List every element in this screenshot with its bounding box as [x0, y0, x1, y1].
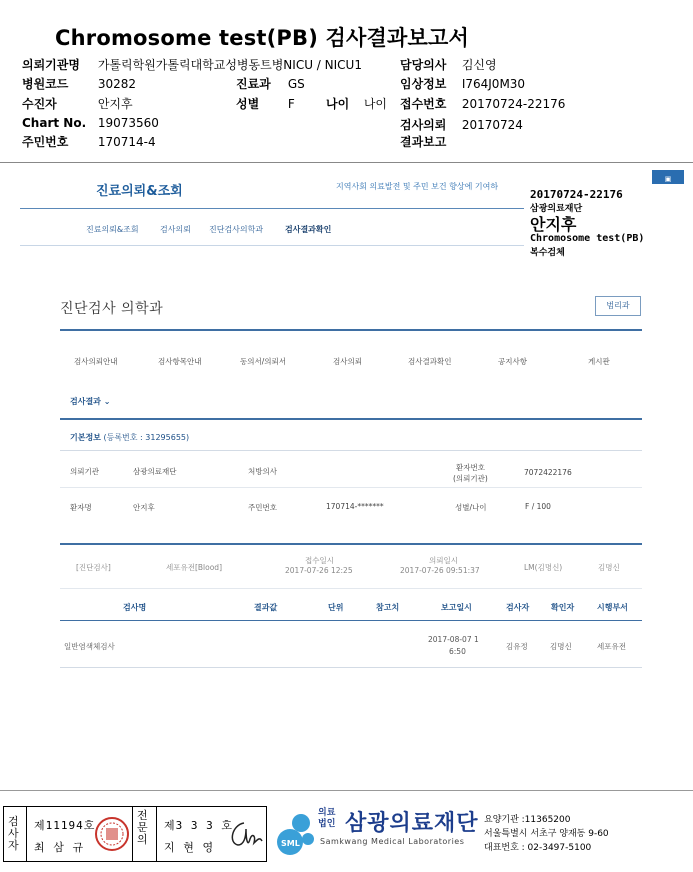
- age-value: 나이: [363, 97, 388, 111]
- row-tester: 김유정: [506, 642, 528, 651]
- sticker-name: 안지후: [530, 215, 577, 234]
- patient-value: 안지후: [97, 97, 133, 111]
- row-dept: 세포유전: [597, 642, 626, 651]
- top-divider: [20, 208, 525, 209]
- org-address: 서울특별시 서초구 양재동 9-60: [484, 829, 609, 839]
- summary-category: [진단검사]: [76, 563, 111, 572]
- table-divider-bottom: [60, 667, 642, 668]
- info-org-value: 삼광의료재단: [133, 467, 177, 476]
- sex-row: [236, 95, 295, 112]
- specialist-name: 지 현 영: [164, 841, 215, 854]
- section-title: 진단검사 의학과: [60, 301, 164, 317]
- result-label: 결과보고: [400, 135, 447, 149]
- basic-info-heading: [70, 432, 189, 443]
- receipt-value: 20170724-22176: [461, 97, 566, 111]
- receipt-label: 접수번호: [400, 97, 447, 111]
- request-date-value: 20170724: [461, 118, 523, 132]
- row-reported-2: 6:50: [449, 647, 466, 656]
- chart-label: Chart No.: [22, 116, 87, 130]
- tester-name: 최 삼 규: [34, 841, 85, 854]
- clinical-label: 임상정보: [400, 77, 447, 91]
- tab-result-check[interactable]: 검사결과확인: [285, 225, 332, 234]
- age-label: 나이: [326, 97, 350, 111]
- info-name-value: 안지후: [133, 503, 155, 512]
- row-reported-1: 2017-08-07 1: [428, 635, 479, 644]
- site-slogan: 지역사회 의료발전 및 주민 보건 향상에 기여하: [336, 182, 499, 191]
- col-result: 결과값: [254, 603, 278, 612]
- patient-row: [22, 95, 133, 112]
- col-ref: 참고치: [376, 603, 400, 612]
- specialist-license: 제3 3 3 호: [164, 819, 233, 832]
- info-patient-no-label-2: (의뢰기관): [453, 474, 488, 483]
- hospital-code-value: 30282: [97, 77, 137, 91]
- chart-row: [22, 116, 159, 130]
- summary-received-value: 2017-07-26 12:25: [285, 566, 353, 575]
- sml-logo-icon: [270, 808, 318, 858]
- org-english-name: Samkwang Medical Laboratories: [320, 837, 465, 846]
- menu-item-guide[interactable]: 검사의뢰안내: [74, 357, 118, 366]
- basic-divider-2: [60, 487, 642, 488]
- summary-doctor: 김명신: [598, 563, 620, 572]
- menu-item-items[interactable]: 검사항목안내: [158, 357, 202, 366]
- sig-divider-3: [156, 807, 157, 861]
- info-rrn-label: 주민번호: [248, 503, 277, 512]
- col-tester: 검사자: [506, 603, 530, 612]
- col-checker: 확인자: [551, 603, 575, 612]
- menu-item-request[interactable]: 검사의뢰: [333, 357, 362, 366]
- sticker-specimen: 복수검체: [530, 248, 565, 258]
- hospital-code-row: [22, 75, 136, 92]
- tab-lab-medicine[interactable]: 진단검사의학과: [209, 225, 264, 234]
- specialist-vertical-label: 전 문 의: [137, 809, 148, 846]
- org-name: 삼광의료재단: [345, 811, 479, 836]
- receipt-row: [400, 95, 565, 112]
- summary-received-label: 접수일시: [305, 556, 334, 565]
- summary-requested-label: 의뢰일시: [429, 556, 458, 565]
- menu-item-notice[interactable]: 공지사항: [498, 357, 527, 366]
- rrn-row: [22, 133, 156, 150]
- col-report-date: 보고일시: [441, 603, 472, 612]
- specialist-signature-icon: [224, 817, 264, 853]
- table-divider-top: [60, 588, 642, 589]
- request-org-value: 가톨릭학원가톨릭대학교성병동트병NICU / NICU1: [97, 58, 362, 72]
- col-unit: 단위: [328, 603, 344, 612]
- basic-divider-1: [60, 450, 642, 451]
- specimen-sticker: [524, 184, 684, 256]
- request-date-label: 검사의뢰: [400, 118, 447, 132]
- chart-value: 19073560: [97, 116, 159, 130]
- rrn-value: 170714-4: [97, 135, 156, 149]
- result-dropdown[interactable]: 검사결과 ⌄: [70, 397, 111, 406]
- basic-info-reg: (등록번호 : 31295655): [103, 433, 190, 442]
- sig-divider-2: [132, 807, 133, 861]
- summary-specimen: 세포유전[Blood]: [166, 563, 222, 572]
- site-logo-icon: ▣: [652, 170, 684, 188]
- site-brand: 진료의뢰&조회: [96, 184, 183, 199]
- tab-request[interactable]: 진료의뢰&조회: [86, 225, 139, 234]
- sex-label: 성별: [236, 97, 260, 111]
- info-patient-no-value: 7072422176: [524, 468, 572, 477]
- doctor-label: 담당의사: [400, 58, 447, 72]
- info-sex-age-value: F / 100: [525, 502, 551, 511]
- dept-row: [236, 75, 305, 92]
- signature-box: [3, 806, 267, 862]
- menu-item-consent[interactable]: 동의서/의뢰서: [240, 357, 286, 366]
- request-date-row: [400, 116, 523, 133]
- table-header-divider: [60, 620, 642, 621]
- hospital-code-label: 병원코드: [22, 77, 69, 91]
- info-prescriber-label: 처방의사: [248, 467, 277, 476]
- section-divider: [60, 329, 642, 331]
- sticker-number: 20170724-22176: [530, 188, 623, 201]
- org-prefix: 의료 법인: [318, 808, 336, 829]
- request-org-row: [22, 56, 362, 73]
- dept-label: 진료과: [236, 77, 271, 91]
- summary-divider: [60, 543, 642, 545]
- clinical-row: [400, 75, 525, 92]
- sex-value: F: [287, 97, 295, 111]
- col-dept: 시행부서: [597, 603, 628, 612]
- rrn-label: 주민번호: [22, 135, 69, 149]
- info-name-label: 환자명: [70, 503, 92, 512]
- svg-text:SML: SML: [281, 839, 300, 848]
- sticker-org: 삼광의료재단: [530, 204, 583, 214]
- basic-info-label: 기본정보: [70, 433, 101, 442]
- clinical-value: I764J0M30: [461, 77, 526, 91]
- row-test-name: 일반염색체검사: [64, 642, 115, 651]
- dept-value: GS: [287, 77, 305, 91]
- report-title: Chromosome test(PB) 검사결과보고서: [55, 26, 469, 50]
- sticker-test: Chromosome test(PB): [530, 233, 645, 244]
- request-org-label: 의뢰기관명: [22, 58, 80, 72]
- result-row: [400, 133, 462, 150]
- org-phone: 대표번호 : 02-3497-5100: [484, 843, 592, 853]
- col-test-name: 검사명: [123, 603, 147, 612]
- doctor-row: [400, 56, 497, 73]
- side-button[interactable]: 범리과: [595, 296, 641, 316]
- summary-lm: LM(김명신): [524, 563, 563, 572]
- sig-divider-1: [26, 807, 27, 861]
- tester-license: 제11194호: [34, 819, 96, 832]
- age-row: [326, 95, 387, 112]
- summary-requested-value: 2017-07-26 09:51:37: [400, 566, 480, 575]
- info-patient-no-label-1: 환자번호: [456, 463, 485, 472]
- info-sex-age-label: 성별/나이: [455, 503, 487, 512]
- tester-seal-icon: [94, 816, 130, 852]
- footer-divider: [0, 790, 693, 791]
- row-checker: 김명신: [550, 642, 572, 651]
- patient-label: 수진자: [22, 97, 57, 111]
- menu-item-board[interactable]: 게시판: [588, 357, 610, 366]
- tab-test-request[interactable]: 검사의뢰: [160, 225, 191, 234]
- tester-vertical-label: 검 사 자: [8, 815, 19, 852]
- header-divider: [0, 162, 693, 163]
- menu-item-results[interactable]: 검사결과확인: [408, 357, 452, 366]
- info-org-label: 의뢰기관: [70, 467, 99, 476]
- info-rrn-value: 170714-*******: [326, 502, 384, 511]
- doctor-value: 김신영: [461, 58, 497, 72]
- org-code: 요양기관 :11365200: [484, 815, 571, 825]
- dropdown-divider: [60, 418, 642, 420]
